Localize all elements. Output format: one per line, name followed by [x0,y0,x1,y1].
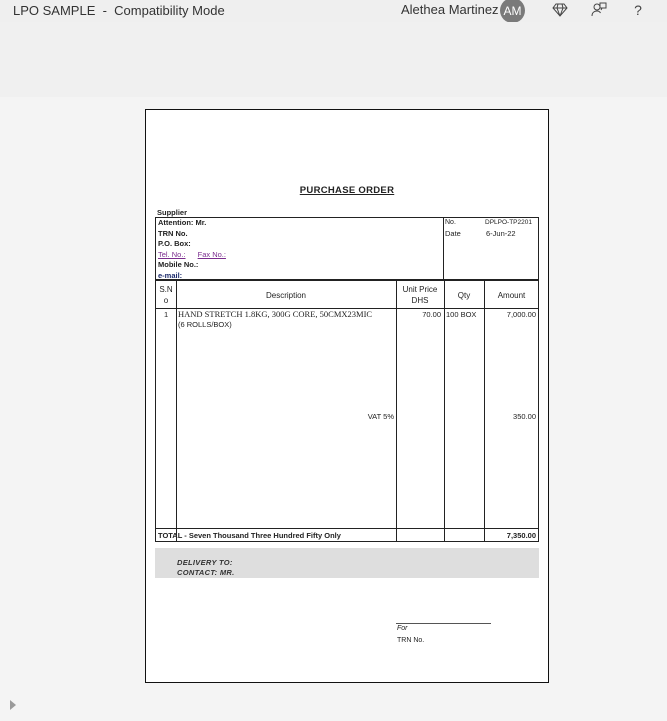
app-title: LPO SAMPLE - Compatibility Mode [13,3,225,18]
title-bar [0,0,667,22]
item-qty: 100 BOX [446,310,477,319]
vat-amount: 350.00 [513,412,536,421]
signature-trn-label: TRN No. [397,637,425,644]
feedback-icon[interactable] [588,0,610,20]
no-value: DPLPO-TP2201 [485,219,532,226]
item-sub-description: (6 ROLLS/BOX) [178,320,232,329]
tel-fax-line [158,250,226,259]
total-amount: 7,350.00 [506,531,536,540]
item-description: HAND STRETCH 1.8KG, 300G CORE, 50CMX23MIC [178,309,373,319]
signature-line [396,623,491,624]
email-line[interactable]: e-mail: [158,270,183,280]
help-button[interactable] [627,0,649,20]
column-header-sno-line1: S.N [159,285,173,294]
contact-label: CONTACT: MR. [177,568,235,577]
column-header-amount: Amount [497,290,526,300]
ribbon-area [0,22,667,97]
no-label: No. [445,219,456,226]
avatar-initials: AM [503,3,522,18]
header-divider [443,218,444,279]
expand-arrow-icon[interactable] [8,698,18,710]
fax-label[interactable]: Fax No.: [197,249,226,259]
supplier-label: Supplier [157,208,188,217]
item-unit-price: 70.00 [422,310,441,319]
trn-line: TRN No. [158,228,188,238]
total-row-divider [156,528,538,529]
column-header-sno-line2: o [163,296,169,305]
mobile-line: Mobile No.: [158,260,199,269]
total-label: TOTAL - Seven Thousand Three Hundred Fifty Only [158,531,341,540]
purchase-order-title-text: PURCHASE ORDER [299,185,395,196]
delivery-to-label: DELIVERY TO: [177,558,233,567]
date-value: 6-Jun-22 [486,229,516,238]
column-header-unit-price-line1: Unit Price [402,285,438,294]
column-header-unit-price [396,281,444,309]
items-table [155,280,539,542]
purchase-order-title [146,185,548,196]
date-label: Date [445,229,461,238]
column-header-sno [156,281,176,309]
for-label: For [397,625,408,632]
tel-label[interactable]: Tel. No.: [158,249,186,259]
column-header-description: Description [265,290,306,300]
column-header-qty: Qty [457,290,471,300]
column-divider [444,281,445,541]
column-divider [176,281,177,541]
user-name[interactable]: Alethea Martinez [401,2,499,17]
column-divider [484,281,485,541]
diamond-icon[interactable] [549,0,571,20]
help-label: ? [634,2,642,18]
po-box-line: P.O. Box: [158,239,191,248]
supplier-header-box [155,217,539,280]
item-sno: 1 [164,310,169,319]
avatar[interactable] [500,0,525,23]
item-amount: 7,000.00 [506,310,536,319]
delivery-box [155,548,539,578]
vat-label: VAT 5% [367,412,394,421]
column-divider [396,281,397,541]
column-header-unit-price-line2: DHS [411,296,429,305]
attention-line: Attention: Mr. [158,218,207,227]
document-page[interactable] [145,109,549,683]
